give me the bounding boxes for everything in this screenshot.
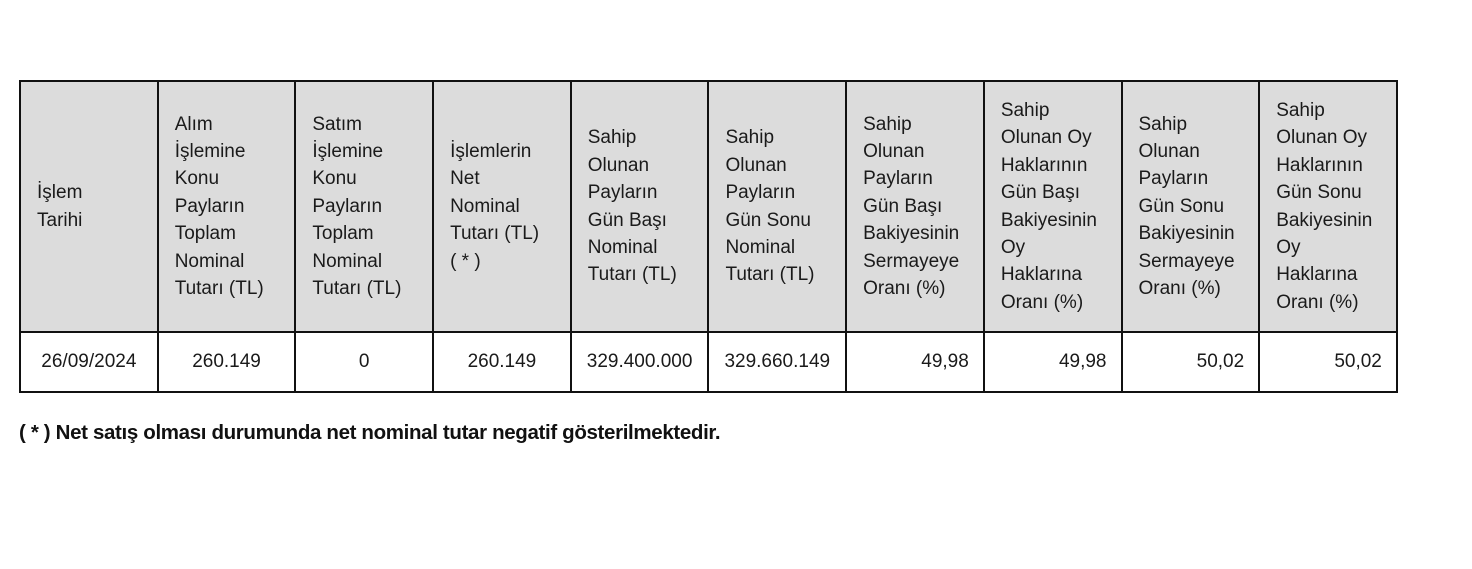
header-label-line: Nominal (587, 236, 658, 258)
header-label-line: Payların (312, 195, 383, 217)
header-label-line: Gün Sonu (725, 209, 812, 231)
header-label-line: Toplam (312, 223, 374, 245)
header-label-line: Nominal (725, 236, 796, 258)
header-label-line: Olunan Oy (1276, 127, 1368, 149)
header-label-line: Payların (863, 168, 933, 190)
cell-transaction-date: 26/09/2024 (20, 332, 158, 392)
header-label-line: Olunan (1138, 140, 1200, 162)
header-label-line: Nominal (174, 250, 245, 272)
header-label-line: Payların (1138, 168, 1209, 190)
header-closing-nominal-holding (708, 81, 846, 332)
header-label-line: Olunan (587, 154, 650, 176)
cell-buy-nominal-total: 260.149 (158, 332, 296, 392)
header-label-line: Olunan (863, 140, 925, 162)
header-label-line: Nominal (312, 250, 383, 272)
header-label-line: İşlemine (174, 140, 246, 162)
header-net-nominal-amount (433, 81, 571, 332)
header-opening-nominal-holding (571, 81, 709, 332)
header-label-line: Alım (174, 113, 213, 135)
header-label-line: Tarihi (37, 209, 83, 231)
header-label-line: Bakiyesinin (1000, 209, 1097, 231)
header-label-line: Gün Başı (587, 209, 667, 231)
header-label-line: Sermayeye (863, 250, 960, 272)
cell-opening-capital-ratio: 49,98 (846, 332, 984, 392)
header-opening-capital-ratio (846, 81, 984, 332)
table-header-row (20, 81, 1397, 332)
header-label-line: Oranı (%) (1138, 278, 1221, 300)
cell-opening-nominal-holding: 329.400.000 (571, 332, 709, 392)
header-label-line: Sahip (587, 127, 637, 149)
header-label-line: Payların (174, 195, 245, 217)
header-buy-nominal-total (158, 81, 296, 332)
header-label-line: ( * ) (450, 250, 481, 272)
header-label-line: Oranı (%) (1000, 291, 1084, 313)
header-label-line: Gün Sonu (1276, 182, 1362, 204)
header-label-line: Nominal (450, 195, 520, 217)
header-label-line: Tutarı (TL) (725, 264, 815, 286)
cell-closing-capital-ratio: 50,02 (1122, 332, 1260, 392)
cell-net-nominal-amount: 260.149 (433, 332, 571, 392)
header-label-line: İşlem (37, 182, 83, 204)
header-label-line: Tutarı (TL) (450, 223, 540, 245)
header-label-line: Oranı (%) (863, 278, 946, 300)
header-label-line: İşlemine (312, 140, 384, 162)
header-label-line: Haklarının (1000, 154, 1088, 176)
header-opening-voting-ratio (984, 81, 1122, 332)
header-label-line: Tutarı (TL) (312, 278, 402, 300)
disclosure-document (19, 80, 1398, 393)
header-label-line: Sahip (863, 113, 912, 135)
header-transaction-date (20, 81, 158, 332)
header-label-line: Net (450, 168, 480, 190)
header-label-line: Gün Başı (1000, 182, 1081, 204)
header-sell-nominal-total (295, 81, 433, 332)
header-label-line: Bakiyesinin (1276, 209, 1373, 231)
header-label-line: Oy (1000, 236, 1026, 258)
header-label-line: Toplam (174, 223, 236, 245)
header-label-line: Sahip (1138, 113, 1188, 135)
cell-closing-nominal-holding: 329.660.149 (708, 332, 846, 392)
cell-sell-nominal-total: 0 (295, 332, 433, 392)
header-label-line: Satım (312, 113, 362, 135)
header-label-line: Haklarına (1000, 264, 1083, 286)
footnote: ( * ) Net satış olması durumunda net nominal tutar negatif gösterilmektedir. (19, 421, 721, 444)
header-label-line: Konu (312, 168, 357, 190)
header-label-line: Gün Başı (863, 195, 943, 217)
header-label-line: Tutarı (TL) (587, 264, 677, 286)
header-label-line: Sermayeye (1138, 250, 1235, 272)
header-label-line: Sahip (1000, 99, 1050, 121)
share-transaction-table (19, 80, 1398, 393)
header-closing-voting-ratio (1259, 81, 1397, 332)
header-label-line: Payların (725, 182, 796, 204)
header-label-line: Oy (1276, 236, 1301, 258)
header-label-line: Sahip (1276, 99, 1325, 121)
cell-opening-voting-ratio: 49,98 (984, 332, 1122, 392)
header-label-line: Konu (174, 168, 220, 190)
header-label-line: Gün Sonu (1138, 195, 1225, 217)
header-label-line: Bakiyesinin (863, 223, 960, 245)
header-label-line: Olunan Oy (1000, 127, 1092, 149)
header-label-line: Olunan (725, 154, 787, 176)
header-label-line: Haklarına (1276, 264, 1358, 286)
table-row (20, 332, 1397, 392)
header-label-line: Payların (587, 182, 658, 204)
header-closing-capital-ratio (1122, 81, 1260, 332)
header-label-line: Tutarı (TL) (174, 278, 264, 300)
header-label-line: İşlemlerin (450, 140, 532, 162)
header-label-line: Haklarının (1276, 154, 1363, 176)
cell-closing-voting-ratio: 50,02 (1259, 332, 1397, 392)
header-label-line: Bakiyesinin (1138, 223, 1235, 245)
header-label-line: Sahip (725, 127, 775, 149)
header-label-line: Oranı (%) (1276, 291, 1359, 313)
